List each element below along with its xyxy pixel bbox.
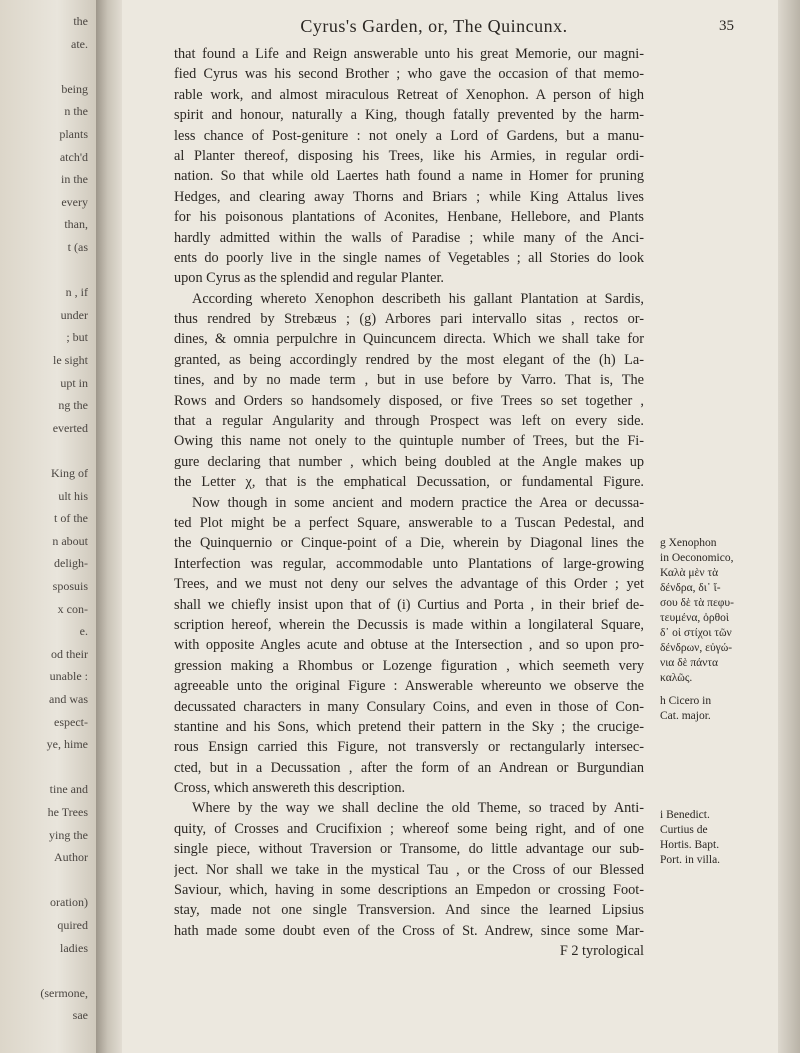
text-line: Where by the way we shall decline the old Theme, so traced by Anti- xyxy=(192,800,644,817)
text-line: the Quinquernio or Cinque-point of a Die, wherein by Diagonal lines the xyxy=(174,535,644,552)
previous-page-fragment: sae xyxy=(72,1008,88,1023)
text-line: Cross, which answereth this description. xyxy=(174,780,406,797)
text-line: fied Cyrus was his second Brother ; who gave the occasion of that memo- xyxy=(174,66,644,83)
text-line: Owing this name not onely to the quintuple number of Trees, but the Fi- xyxy=(174,433,644,450)
text-line: thus rendred by Strebæus ; (g) Arbores pari intervallo sitas , rectos or- xyxy=(174,311,644,328)
text-line: with opposite Angles acute and obtuse at the Intersection , and so upon pro- xyxy=(174,637,644,654)
previous-page-fragment: atch'd xyxy=(59,149,88,164)
margin-note-line: δένδρα, δι᾽ ἴ- xyxy=(660,582,721,594)
previous-page-fragment: deligh- xyxy=(54,556,88,571)
previous-page-fragment: upt in xyxy=(60,375,88,390)
previous-page-fragment: in the xyxy=(61,172,88,187)
text-line: shall we chiefly insist upon that of (i) Curtius and Porta , in their brief de- xyxy=(174,596,644,613)
text-line: upon Cyrus as the splendid and regular Planter. xyxy=(174,270,445,287)
previous-page-fragment: quired xyxy=(57,918,88,932)
text-line: According whereto Xenophon describeth his gallant Plantation at Sardis, xyxy=(192,290,644,307)
previous-page-fragment: unable : xyxy=(49,669,88,684)
previous-page-fragment: under xyxy=(60,307,88,322)
page-number: 35 xyxy=(719,18,734,34)
margin-note-line: δ᾽ οἱ στίχοι τῶν xyxy=(660,627,732,639)
text-line: hardly admitted within the walls of Paradise ; while many of the Anci- xyxy=(174,229,644,246)
margin-note-g xyxy=(660,536,770,686)
text-line: dines, & omnia perpulchre in Quincuncem directa. Which we shall take for xyxy=(174,331,644,348)
text-line: decussated characters in many Consulary Coins, and even in those of Con- xyxy=(174,698,644,715)
margin-note-line: Cat. major. xyxy=(660,710,711,722)
margin-note-line: σου δὲ τὰ πεφυ- xyxy=(660,597,734,609)
previous-page-fragment: ; but xyxy=(66,330,88,345)
previous-page-fragment: ng the xyxy=(58,398,88,413)
text-line: that a regular Angularity and through Prospect was left on every side. xyxy=(174,413,644,430)
text-line: Rows and Orders so handsomely disposed, or five Trees so set together , xyxy=(174,392,644,409)
previous-page-fragment: ying the xyxy=(49,827,88,842)
margin-note-line: i Benedict. xyxy=(660,809,710,821)
text-line: Trees, and we must not deny our selves the advantage of this Order ; yet xyxy=(174,576,644,593)
text-line: ject. Nor shall we take in the mystical Tau , or the Cross of our Blessed xyxy=(174,861,644,878)
margin-note-line: καλῶς. xyxy=(660,672,693,684)
text-line: that found a Life and Reign answerable unto his great Memorie, our magni- xyxy=(174,46,644,62)
text-line: Now though in some ancient and modern practice the Area or decussa- xyxy=(192,494,644,511)
previous-page-fragment: n about xyxy=(52,533,88,548)
previous-page-fragment: x con- xyxy=(57,601,88,616)
previous-page-fragment: being xyxy=(61,81,88,96)
previous-page-fragment: t of the xyxy=(54,511,88,526)
previous-page-fragment: oration) xyxy=(50,895,88,910)
previous-page-fragment: le sight xyxy=(53,353,88,367)
page-edge xyxy=(778,0,800,1053)
text-line: stantine and his Sons, which pretend their pattern in the Sky ; the crucige- xyxy=(174,718,644,735)
previous-page-fragment: espect- xyxy=(54,714,88,729)
text-line: tines, and by no made term , but in use before by Varro. That is, The xyxy=(174,372,644,389)
text-line: rous Ensign carried this Figure, not transversly or rectangularly intersec- xyxy=(174,739,644,756)
text-line: rable work, and almost miraculous Retreat of Xenophon. A person of high xyxy=(174,86,644,103)
text-line: stay, made not one single Transversion. And since the learned Lipsius xyxy=(174,902,644,919)
previous-page-fragment: the xyxy=(73,14,88,28)
previous-page-fragment: King of xyxy=(51,466,88,480)
previous-page-edge xyxy=(0,0,96,1053)
text-line: spirit and honour, naturally a King, though fatally prevented by the harm- xyxy=(174,107,644,124)
margin-note-line: Καλὰ μὲν τὰ xyxy=(660,567,719,579)
previous-page-fragment: n , if xyxy=(65,285,88,300)
previous-page-fragment: (sermone, xyxy=(40,985,88,1000)
text-line: granted, as being accordingly rendred by the most elegant of the (h) La- xyxy=(174,351,644,368)
text-line: hath made some doubt even of the Cross of St. Andrew, since some Mar- xyxy=(174,922,644,939)
previous-page-fragment: ult his xyxy=(58,488,88,503)
text-line: Hedges, and clearing away Thorns and Briars ; while King Attalus lives xyxy=(174,188,644,205)
text-line: nation. So that while old Laertes hath found a name in Homer for pruning xyxy=(174,168,644,185)
text-line: agreeable unto the original Figure : Answerable whereunto we observe the xyxy=(174,678,644,695)
previous-page-fragment: every xyxy=(61,194,88,209)
text-line: Saviour, which, having in some descriptions an Empedon or crossing Foot- xyxy=(174,882,644,899)
text-line: gression making a Rhombus or Lozenge figuration , which seemeth very xyxy=(174,657,644,674)
margin-note-h xyxy=(660,694,770,724)
previous-page-fragment: n the xyxy=(64,104,88,119)
page-title: Cyrus's Garden, or, The Quincunx. xyxy=(300,16,568,36)
text-line: ted Plot might be a perfect Square, answerable to a Tuscan Pedestal, and xyxy=(174,514,644,531)
margin-note-line: Curtius de xyxy=(660,824,708,836)
text-line: for his poisonous plantations of Aconites, Henbane, Hellebore, and Plants xyxy=(174,209,644,226)
text-line: ents do poorly live in the single names of Vegetables ; all Stories do look xyxy=(174,249,644,266)
running-head xyxy=(174,16,734,42)
previous-page-fragment: plants xyxy=(59,127,88,141)
text-line: Interfection was regular, accommodable unto Plantations of large-growing xyxy=(174,555,644,572)
previous-page-fragment: and was xyxy=(49,692,88,706)
previous-page-fragment: t (as xyxy=(67,240,88,254)
text-line: less chance of Post-geniture : not onely a Lord of Gardens, but a manu- xyxy=(174,127,644,144)
previous-page-fragment: ate. xyxy=(71,36,88,51)
text-line: quity, of Crosses and Crucifixion ; whereof some being right, and of one xyxy=(174,820,644,837)
previous-page-fragment: od their xyxy=(51,646,88,661)
margin-note-line: g Xenophon xyxy=(660,537,717,549)
book-gutter xyxy=(96,0,122,1053)
body-text xyxy=(174,44,644,962)
previous-page-fragment: ladies xyxy=(60,940,88,955)
text-line: cted, but in a Decussation , after the form of an Andrean or Burgundian xyxy=(174,759,644,776)
margin-note-line: νια δὲ πάντα xyxy=(660,657,718,669)
margin-note-line: h Cicero in xyxy=(660,695,712,707)
text-line: single piece, without Traversion or Transome, do little advantage our sub- xyxy=(174,841,644,858)
previous-page-fragment: Author xyxy=(54,850,88,865)
previous-page-fragment: tine and xyxy=(49,782,88,797)
text-line: F 2 tyrological xyxy=(559,943,644,960)
text-line: the Letter χ, that is the emphatical Decussation, or fundamental Figure. xyxy=(174,474,644,491)
margin-note-line: in Oeconomico, xyxy=(660,552,734,564)
previous-page-fragment: he Trees xyxy=(47,805,88,819)
previous-page-fragment: sposuis xyxy=(52,579,88,593)
book-page xyxy=(122,0,778,1053)
margin-note-line: Hortis. Bapt. xyxy=(660,839,720,851)
margin-note-line: Port. in villa. xyxy=(660,854,721,866)
previous-page-fragment: everted xyxy=(52,420,88,435)
margin-note-line: δένδρων, εὐγώ- xyxy=(660,642,733,654)
margin-note-line: τευμένα, ὀρθοὶ xyxy=(660,612,729,624)
previous-page-fragment: than, xyxy=(64,217,88,232)
previous-page-fragment: e. xyxy=(79,624,88,639)
text-line: gure declaring that number , which being doubled at the Angle makes up xyxy=(174,453,644,470)
margin-note-i xyxy=(660,808,770,868)
previous-page-fragment: ye, hime xyxy=(46,737,88,752)
text-line: scription hereof, wherein the Decussis is made within a longilateral Square, xyxy=(174,616,644,633)
text-line: al Planter thereof, disposing his Trees, like his Armies, in regular ordi- xyxy=(174,147,644,164)
